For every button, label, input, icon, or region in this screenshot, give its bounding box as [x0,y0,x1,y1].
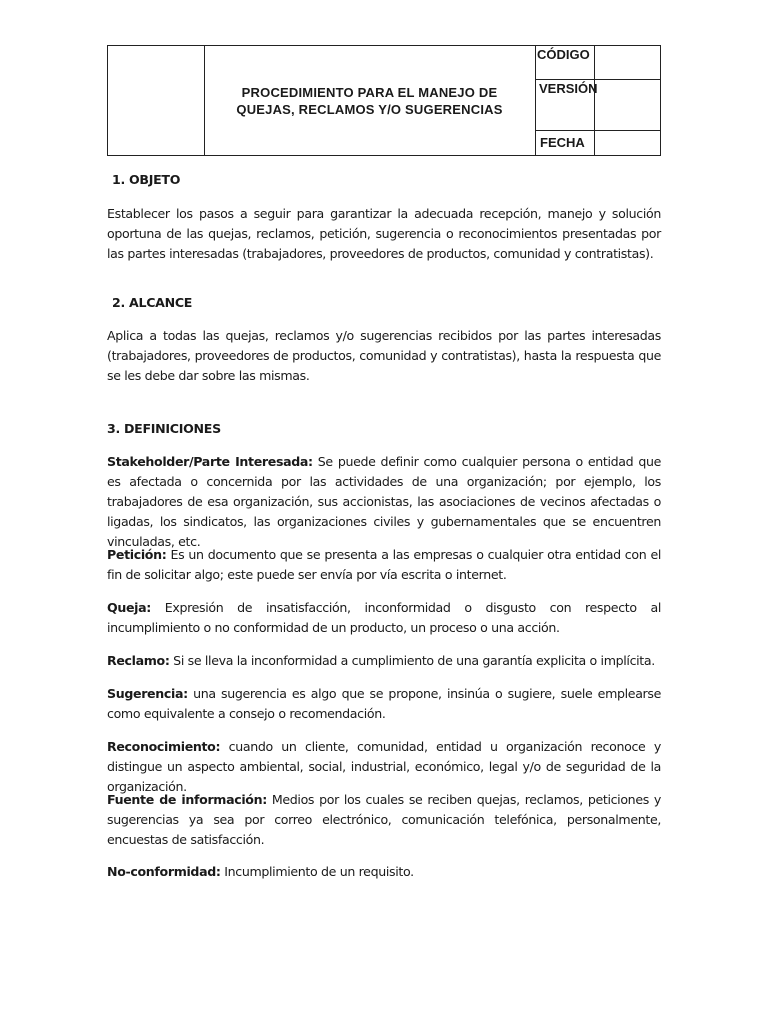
definition-term: Sugerencia: [107,686,188,701]
definition-stakeholder [107,452,661,552]
definition-term: Petición: [107,547,167,562]
version-label: VERSIÓN [539,81,598,96]
definition-queja [107,598,661,638]
definition-reclamo [107,651,661,671]
version-row [535,80,660,131]
definiciones-heading: 3. DEFINICIONES [107,421,221,436]
codigo-row [535,46,660,80]
document-title-cell [204,46,536,155]
definition-text: Incumplimiento de un requisito. [220,864,414,879]
definition-text: Si se lleva la inconformidad a cumplimiento de una garantía explicita o implícita. [169,653,655,668]
definition-term: No-conformidad: [107,864,221,879]
definition-text: una sugerencia es algo que se propone, insinúa o sugiere, suele emplearse como equivalente a consejo o recomendación. [107,686,661,721]
fecha-row [535,131,660,155]
fecha-value [595,131,660,155]
fecha-label: FECHA [535,131,595,155]
definition-text: Expresión de insatisfacción, inconformidad o disgusto con respecto al incumplimiento o no conformidad de un producto, un proceso o una acción. [107,600,661,635]
codigo-value [595,46,660,79]
definition-term: Reconocimiento: [107,739,221,754]
definition-text: Se puede definir como cualquier persona o entidad que es afectada o concernida por las actividades de una organización; por ejemplo, los trabajadores de esa organización, sus accionistas, las asociaciones de vecinos afectadas o ligadas, los sindicatos, las organizaciones civiles y gubernamentales que se encuentren vinculadas, etc. [107,454,662,549]
alcance-heading: 2. ALCANCE [112,295,193,310]
objeto-heading: 1. OBJETO [112,172,181,187]
definition-term: Reclamo: [107,653,170,668]
definition-no-conformidad [107,862,661,882]
definition-term: Queja: [107,600,151,615]
definition-text: Es un documento que se presenta a las empresas o cualquier otra entidad con el fin de solicitar algo; este puede ser envía por vía escrita o internet. [107,547,661,582]
definition-sugerencia [107,684,661,724]
header-table [107,45,661,156]
definition-peticion [107,545,661,585]
document-title: PROCEDIMIENTO PARA EL MANEJO DE QUEJAS, RECLAMOS Y/O SUGERENCIAS [236,84,503,117]
logo-cell [108,46,205,155]
definition-reconocimiento [107,737,661,797]
version-value [595,80,660,130]
definition-fuente [107,790,661,850]
codigo-label: CÓDIGO [535,46,595,79]
definition-term: Fuente de información: [107,792,267,807]
definition-text: Medios por los cuales se reciben quejas, reclamos, peticiones y sugerencias ya sea por correo electrónico, comunicación telefónica, personalmente, encuestas de satisfacción. [107,792,661,847]
objeto-text: Establecer los pasos a seguir para garantizar la adecuada recepción, manejo y solución oportuna de las quejas, reclamos, petición, sugerencia o reconocimientos presentadas por las partes interesadas (trabajadores, proveedores de productos, comunidad y contratistas). [107,206,661,261]
definition-text: cuando un cliente, comunidad, entidad u organización reconoce y distingue un aspecto ambiental, social, industrial, económico, legal y/o de seguridad de la organización. [107,739,661,794]
definition-term: Stakeholder/Parte Interesada: [107,454,313,469]
alcance-text: Aplica a todas las quejas, reclamos y/o sugerencias recibidos por las partes interesadas (trabajadores, proveedores de productos, comunidad y contratistas), hasta la respuesta que se les debe dar sobre las mismas. [107,328,661,383]
